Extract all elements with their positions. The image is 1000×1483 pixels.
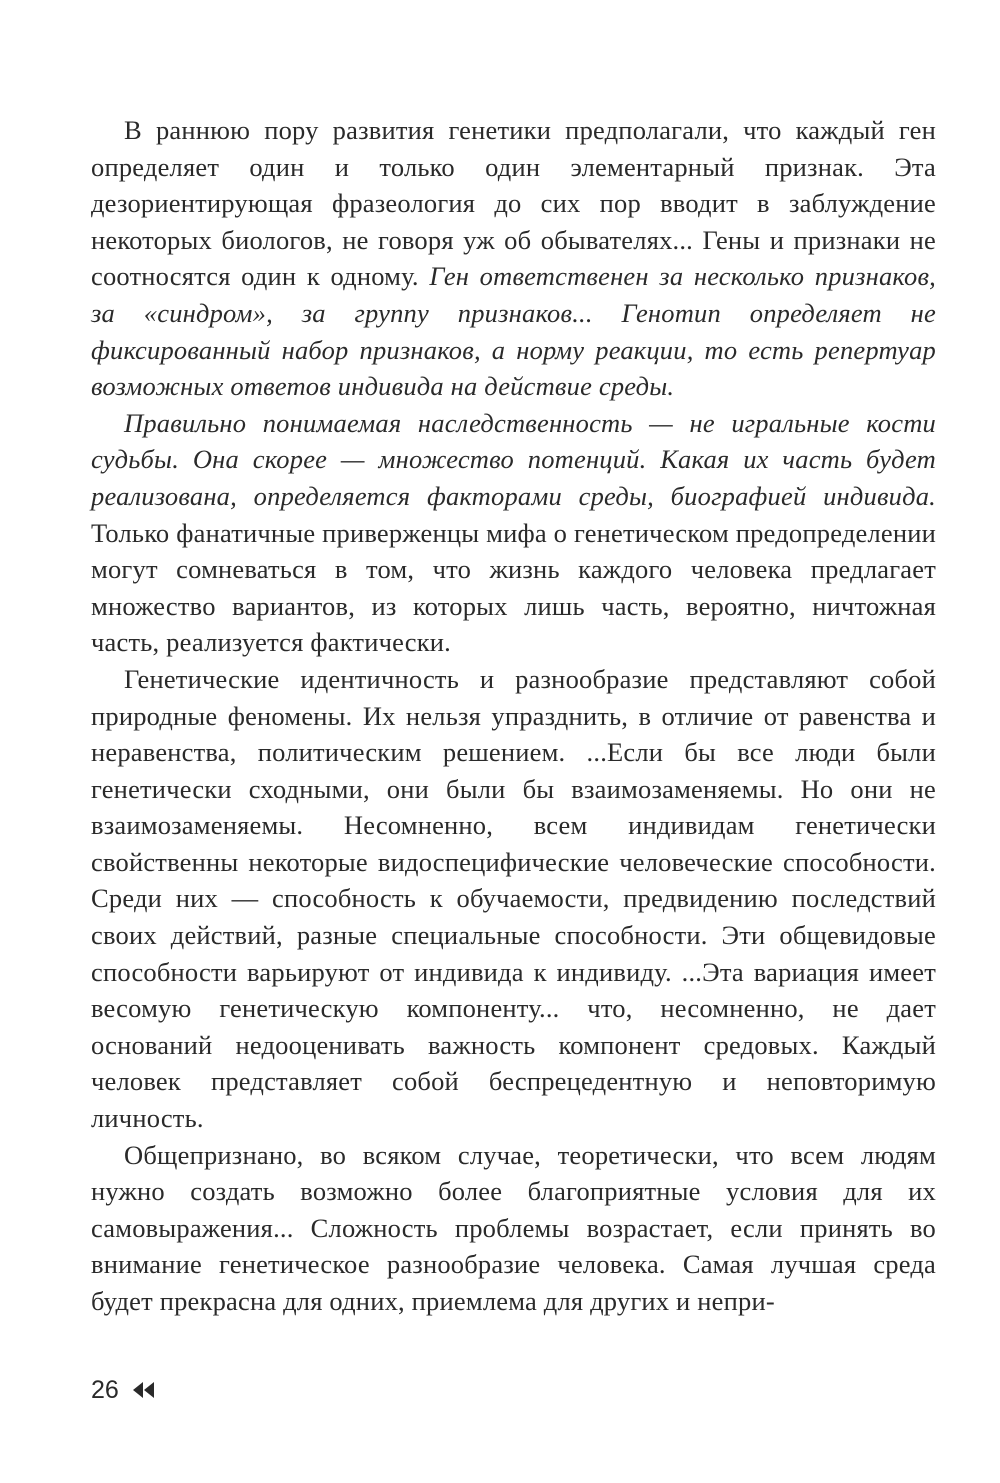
paragraph-2 — [91, 405, 936, 661]
paragraph-3-text: Генетические идентичность и разнообразие представляют собой природные феномены. Их нельзя упразднить, в отличие от равенства и неравенства, политическим решением. ...Если бы все люди были генетически сходными, они были бы взаимозаменяемы. Но они не взаимозаменяемы. Несомненно, всем индивидам генетически свойственны некоторые видоспецифические человеческие способности. Среди них — способность к обучаемости, предвидению последствий своих действий, разные специальные способности. Эти общевидовые способности варьируют от индивида к индивиду. ...Эта вариация имеет весомую генетическую компоненту... что, несомненно, не дает оснований недооценивать важность компонент средовых. Каждый человек представляет собой беспрецедентную и неповторимую личность. — [91, 663, 936, 1134]
page-body — [91, 112, 936, 1320]
paragraph-1-text: В раннюю пору развития генетики предполагали, что каждый ген определяет один и только один элементарный признак. Эта дезориентирующая фразеология до сих пор вводит в заблуждение некоторых биологов, не говоря уж об обывателях... Гены и признаки не соотносятся один к одному. — [91, 115, 936, 292]
paragraph-4 — [91, 1137, 936, 1320]
paragraph-1 — [91, 112, 936, 405]
page-number: 26 — [91, 1376, 119, 1404]
paragraph-3 — [91, 661, 936, 1137]
paragraph-4-text: Общепризнано, во всяком случае, теоретически, что всем людям нужно создать возможно более благоприятные условия для их самовыражения... Сложность проблемы возрастает, если принять во внимание генетическое разнообразие человека. Самая лучшая среда будет прекрасна для одних, приемлема для других и непри- — [91, 1139, 936, 1316]
paragraph-1-italic: Ген ответственен за несколько признаков, за «синдром», за группу признаков... Генотип определяет не фиксированный набор признаков, а норму реакции, то есть репертуар возможных ответов индивида на действие среды. — [91, 261, 936, 402]
paragraph-2-italic: Правильно понимаемая наследственность — не игральные кости судьбы. Она скорее — множество потенций. Какая их часть будет реализована, определяется факторами среды, биографией индивида. — [91, 407, 936, 511]
double-left-arrow-icon — [133, 1375, 155, 1405]
page-footer — [91, 1375, 155, 1405]
paragraph-2-text: Только фанатичные приверженцы мифа о генетическом предопределении могут сомневаться в том, что жизнь каждого человека предлагает множество вариантов, из которых лишь часть, вероятно, ничтожная часть, реализуется фактически. — [91, 517, 936, 658]
